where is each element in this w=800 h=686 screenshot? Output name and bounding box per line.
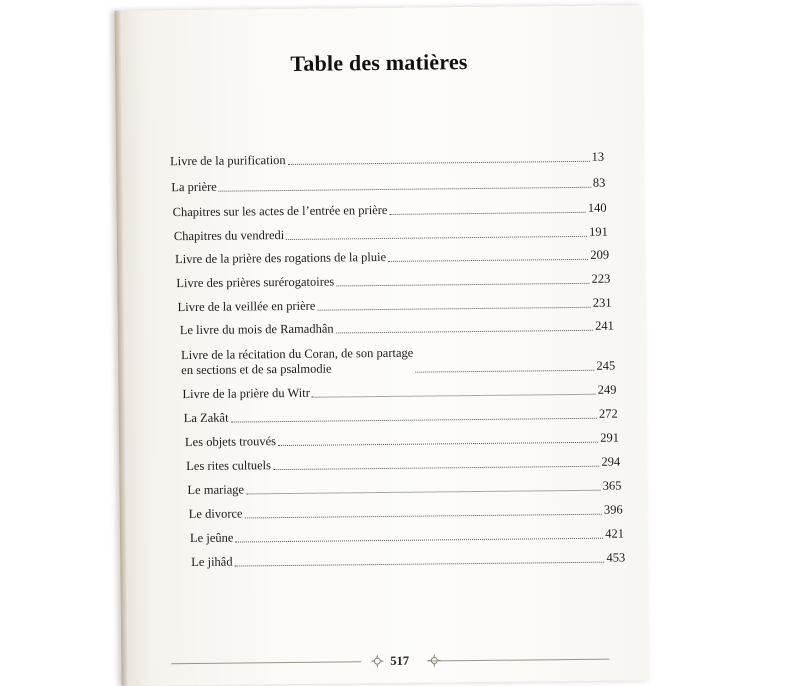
toc-entry-page: 140	[587, 200, 607, 215]
dot-leader	[273, 466, 600, 470]
toc-entry	[175, 248, 609, 268]
toc-entry-page: 291	[600, 430, 620, 445]
dot-leader	[336, 283, 589, 287]
dot-leader	[278, 442, 598, 446]
toc-entry	[173, 201, 607, 221]
toc-entry-page: 249	[597, 382, 617, 397]
toc-entry-label: La Zakât	[183, 410, 229, 426]
toc-entry	[170, 150, 604, 170]
footer-rule	[171, 661, 361, 664]
dot-leader	[415, 370, 594, 373]
toc-entry-label	[181, 346, 414, 378]
toc-entry-label: Les rites cultuels	[186, 458, 272, 474]
toc-entry	[181, 344, 615, 379]
toc-entry-page: 245	[596, 358, 616, 373]
toc-entry-label: Livre de la veillée en prière	[177, 298, 316, 315]
toc-entry	[178, 296, 612, 316]
toc-entry	[186, 455, 620, 475]
footer-rule	[427, 659, 609, 662]
page-number: 517	[390, 653, 410, 668]
toc-entry	[191, 550, 625, 570]
toc-entry-page: 272	[598, 406, 618, 421]
toc-entry-label: La prière	[171, 179, 217, 195]
toc-entry	[187, 479, 621, 499]
page-footer	[171, 650, 609, 675]
toc-entry-page: 241	[594, 318, 614, 333]
dot-leader	[336, 330, 593, 334]
toc-entry	[174, 225, 608, 245]
book-page	[114, 5, 649, 685]
toc-entry-label: Livre de la prière du Witr	[182, 385, 310, 402]
toc-entry-page: 223	[591, 271, 611, 286]
toc-entry-label-line: Livre de la récitation du Coran, de son partage	[181, 345, 414, 363]
toc-entry	[176, 272, 610, 292]
toc-entry-label: Le mariage	[187, 482, 245, 498]
toc-entry	[171, 176, 605, 196]
dot-leader	[312, 394, 596, 398]
toc-entry-page: 83	[592, 175, 606, 190]
toc-entry-label: Livre de la purification	[169, 152, 286, 169]
dot-leader	[389, 212, 585, 215]
toc-entry	[182, 383, 616, 403]
dot-leader	[235, 562, 605, 567]
toc-entry-page: 13	[591, 149, 605, 164]
dot-leader	[288, 161, 590, 165]
toc-entry-label: Les objets trouvés	[184, 434, 277, 450]
toc-entry-label: Livre de la prière des rogations de la pluie	[175, 249, 387, 267]
dot-leader	[231, 418, 597, 423]
page-title: Table des matières	[290, 49, 468, 76]
dot-leader	[388, 259, 588, 262]
dot-leader	[246, 490, 601, 495]
dot-leader	[317, 307, 590, 311]
toc-entry	[190, 526, 624, 546]
toc-entry	[184, 407, 618, 427]
toc-entry-label-line: en sections et de sa psalmodie	[181, 361, 332, 378]
dot-leader	[286, 236, 587, 240]
toc-entry-label: Le divorce	[188, 506, 243, 522]
toc-entry	[189, 502, 623, 522]
toc-entry-label: Livre des prières surérogatoires	[176, 274, 335, 291]
dot-leader	[245, 514, 602, 519]
toc-entry	[185, 431, 619, 451]
toc-entry-page: 453	[606, 550, 626, 565]
toc-entry-label: Chapitres du vendredi	[173, 228, 285, 244]
toc-entry-page: 365	[602, 478, 622, 493]
toc-entry-label: Chapitres sur les actes de l’entrée en prière	[172, 202, 388, 220]
dot-leader	[235, 538, 603, 543]
toc-entry-page: 191	[588, 224, 608, 239]
page-edge	[114, 11, 127, 686]
toc-entry-page: 396	[603, 502, 623, 517]
toc-entry-page: 294	[601, 454, 621, 469]
toc-entry-label: Le livre du mois de Ramadhân	[179, 321, 334, 338]
toc-entry-page: 421	[605, 526, 625, 541]
toc-entry-label: Le jeûne	[189, 530, 234, 546]
toc-entry	[180, 319, 614, 339]
dot-leader	[219, 187, 591, 192]
floral-ornament-icon	[369, 653, 385, 669]
toc-entry-label: Le jihâd	[191, 554, 233, 570]
toc-entry-page: 231	[592, 295, 612, 310]
toc-entry-page: 209	[590, 247, 610, 262]
